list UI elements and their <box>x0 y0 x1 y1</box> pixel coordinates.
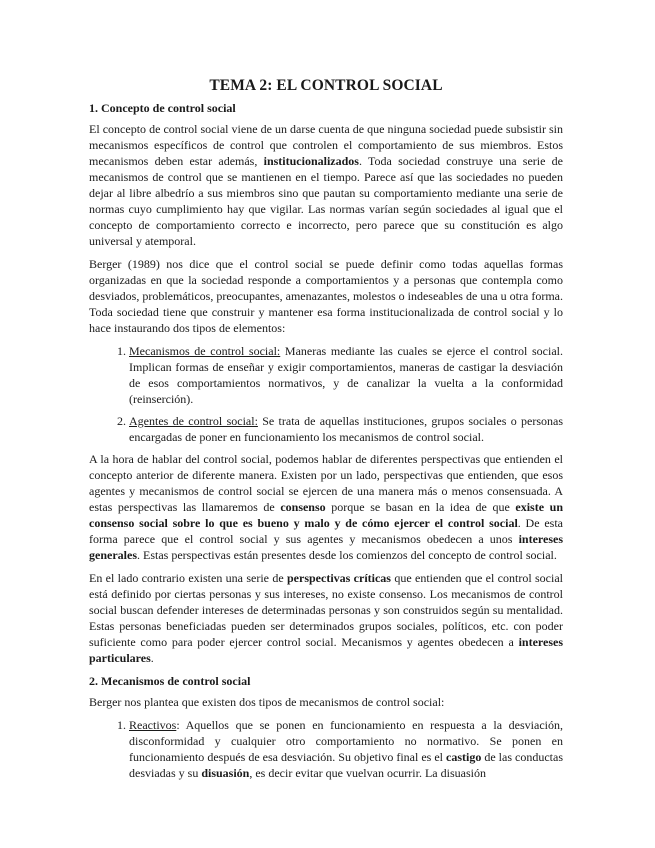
underlined-term: Reactivos <box>129 718 177 732</box>
text-run: de las conductas desviadas y su <box>129 750 564 780</box>
bold-text: castigo <box>446 750 482 764</box>
section-1-list <box>89 343 563 445</box>
section-2-paragraph-1 <box>89 694 563 710</box>
bold-text: intereses particulares <box>89 635 563 665</box>
text-run: . Estas perspectivas están presentes desde los comienzos del concepto de control social. <box>136 548 557 562</box>
document-body <box>89 77 563 787</box>
bold-text: consenso <box>280 500 326 514</box>
text-run: En el lado contrario existen una serie de <box>89 571 287 585</box>
text-run: , es decir evitar que vuelvan ocurrir. La disuasión <box>249 766 486 780</box>
underlined-term: Mecanismos de control social: <box>129 344 281 358</box>
bold-text: perspectivas críticas <box>287 571 391 585</box>
list-item-agentes <box>129 413 563 445</box>
section-1-paragraph-3 <box>89 451 563 563</box>
text-run: : Aquellos que se ponen en funcionamiento en respuesta a la desviación, disconformidad y cualquier otro comportamiento no normativo. Se ponen en funcionamiento después de esa desviación. Su objetivo final es el <box>129 718 563 764</box>
list-item-reactivos <box>129 717 563 781</box>
text-run: . Toda sociedad construye una serie de mecanismos de control que se mantienen en el tiempo. Parece así que las sociedades no pueden dejar al libre albedrío a sus miembros sino que pautan su comportamiento mediante una serie de normas cuyo cumplimiento hay que vigilar. Las normas varían según sociedades al igual que el concepto de comportamiento correcto e incorrecto, pero parece que su constitución es algo universal y atemporal. <box>89 154 564 248</box>
bold-text: intereses generales <box>89 532 563 562</box>
section-1-heading: 1. Concepto de control social <box>89 101 236 115</box>
text-run: Berger nos plantea que existen dos tipos de mecanismos de control social: <box>89 695 445 709</box>
text-run: A la hora de hablar del control social, podemos hablar de diferentes perspectivas que entienden el concepto anterior de diferente manera. Existen por un lado, perspectivas que entienden, que esos agentes y mecanismos de control social se ejercen de una manera más o menos consensuada. A estas perspectivas las llamaremos de <box>89 452 563 514</box>
text-run: . <box>150 651 154 665</box>
section-1-paragraph-4 <box>89 570 563 666</box>
section-2-heading: 2. Mecanismos de control social <box>89 674 251 688</box>
section-1-paragraph-1 <box>89 121 563 249</box>
bold-text: institucionalizados <box>263 154 359 168</box>
text-run: . De esta forma parece que el control social y sus agentes y mecanismos obedecen a unos <box>89 516 563 546</box>
text-run: Berger (1989) nos dice que el control social se puede definir como todas aquellas formas organizadas en que la sociedad responde a comportamientos y a personas que contempla como desviados, problemáticos, preocupantes, amenazantes, molestos o indeseables de una u otra forma. Toda sociedad tiene que construir y mantener esa forma institucionalizada de control social y lo hace instaurando dos tipos de elementos: <box>89 257 563 335</box>
text-run: que entienden que el control social está definido por ciertas personas y sus intereses, no existe consenso. Los mecanismos de control social buscan defender intereses de determinadas personas y son construidos según su mentalidad. Estas personas beneficiadas pueden ser determinados grupos sociales, políticos, etc. con poder suficiente como para poder ejercer control social. Mecanismos y agentes obedecen a <box>89 571 563 649</box>
page-title: TEMA 2: EL CONTROL SOCIAL <box>209 77 443 94</box>
underlined-term: Agentes de control social: <box>129 414 258 428</box>
text-run: El concepto de control social viene de un darse cuenta de que ninguna sociedad puede subsistir sin mecanismos específicos de control que controlen el comportamiento de sus miembros. Estos mecanismos deben estar además, <box>89 122 563 168</box>
bold-text: existe un consenso social sobre lo que es bueno y malo y de cómo ejercer el control social <box>89 500 563 530</box>
text-run: Maneras mediante las cuales se ejerce el control social. Implican formas de enseñar y exigir comportamientos, maneras de castigar la desviación de esos comportamientos normativos, y de canalizar la vuelta a la conformidad (reinserción). <box>129 344 563 406</box>
section-2-list <box>89 717 563 781</box>
bold-text: disuasión <box>201 766 250 780</box>
list-item-mecanismos <box>129 343 563 407</box>
text-run: Se trata de aquellas instituciones, grupos sociales o personas encargadas de poner en funcionamiento los mecanismos de control social. <box>129 414 563 444</box>
section-1-paragraph-2 <box>89 256 563 336</box>
text-run: porque se basan en la idea de que <box>325 500 516 514</box>
